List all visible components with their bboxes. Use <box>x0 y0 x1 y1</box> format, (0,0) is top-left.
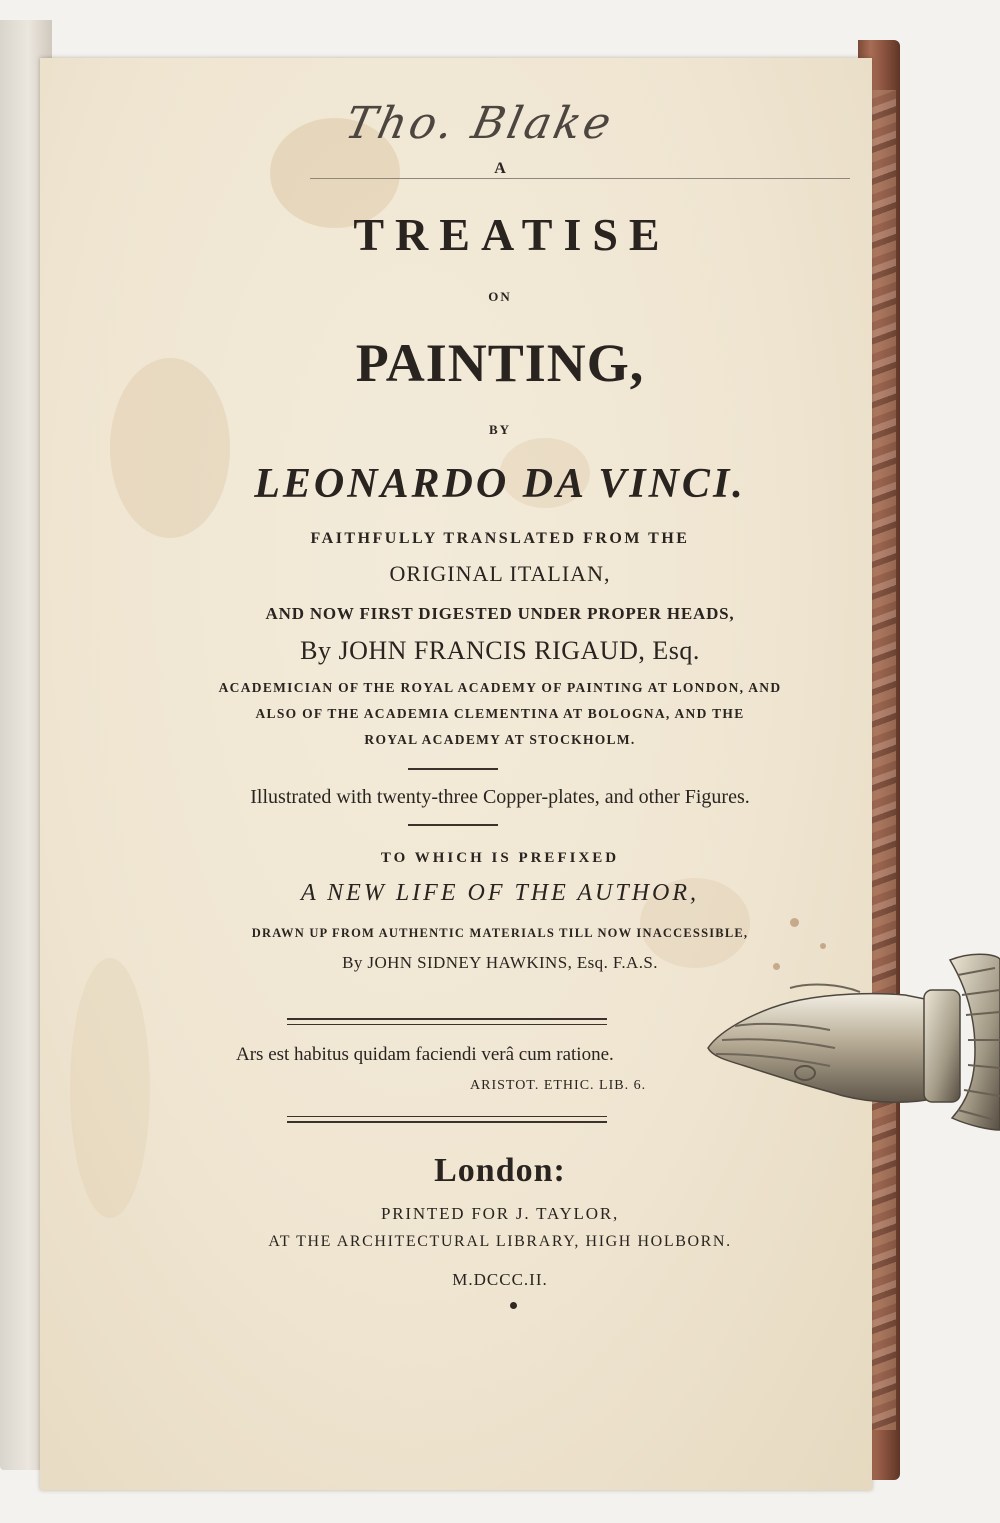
imprint-date: M.DCCC.II. <box>452 1270 548 1289</box>
title-on: ON <box>488 289 512 304</box>
illustrated-line: Illustrated with twenty-three Copper-plates, and other Figures. <box>250 786 750 808</box>
fox-dot <box>510 1302 517 1309</box>
academician-line-2: ALSO OF THE ACADEMIA CLEMENTINA AT BOLOGNA, AND THE <box>255 706 745 721</box>
handwritten-signature: Tho. Blake <box>340 98 619 149</box>
title-by: BY <box>488 422 512 437</box>
fox-dot <box>820 943 826 949</box>
double-rule-bottom-thin <box>287 1116 607 1117</box>
author-name: LEONARDO DA VINCI. <box>254 461 746 507</box>
academician-line-1: ACADEMICIAN OF THE ROYAL ACADEMY OF PAINTING AT LONDON, AND <box>218 680 782 695</box>
translated-line-1: FAITHFULLY TRANSLATED FROM THE <box>310 530 690 547</box>
double-rule-bottom <box>287 1121 607 1123</box>
new-life-line: A NEW LIFE OF THE AUTHOR, <box>300 880 700 906</box>
translator-line: By JOHN FRANCIS RIGAUD, Esq. <box>300 636 700 665</box>
ornamental-rule <box>408 824 498 826</box>
translated-line-2: ORIGINAL ITALIAN, <box>389 561 611 586</box>
biographer-line: By JOHN SIDNEY HAWKINS, Esq. F.A.S. <box>342 953 658 972</box>
double-rule-top <box>287 1018 607 1020</box>
epigraph-source: ARISTOT. ETHIC. LIB. 6. <box>470 1078 647 1093</box>
imprint-place: London: <box>434 1152 566 1189</box>
double-rule-top-thin <box>287 1024 607 1025</box>
fox-dot <box>843 1018 848 1023</box>
imprint-library: AT THE ARCHITECTURAL LIBRARY, HIGH HOLBORN. <box>268 1233 732 1250</box>
epigraph: Ars est habitus quidam faciendi verâ cum ratione. <box>236 1044 614 1065</box>
prefixed-line: TO WHICH IS PREFIXED <box>380 850 620 866</box>
digested-line: AND NOW FIRST DIGESTED UNDER PROPER HEADS, <box>265 604 735 623</box>
academician-line-3: ROYAL ACADEMY AT STOCKHOLM. <box>364 732 636 747</box>
title-article: A <box>494 160 506 177</box>
title-painting: PAINTING, <box>355 333 645 393</box>
ornamental-rule <box>408 768 498 770</box>
drawn-up-line: DRAWN UP FROM AUTHENTIC MATERIALS TILL NOW INACCESSIBLE, <box>251 926 749 940</box>
signature-underline <box>310 178 850 179</box>
imprint-printer: PRINTED FOR J. TAYLOR, <box>380 1204 620 1223</box>
title-treatise: TREATISE <box>353 209 671 260</box>
